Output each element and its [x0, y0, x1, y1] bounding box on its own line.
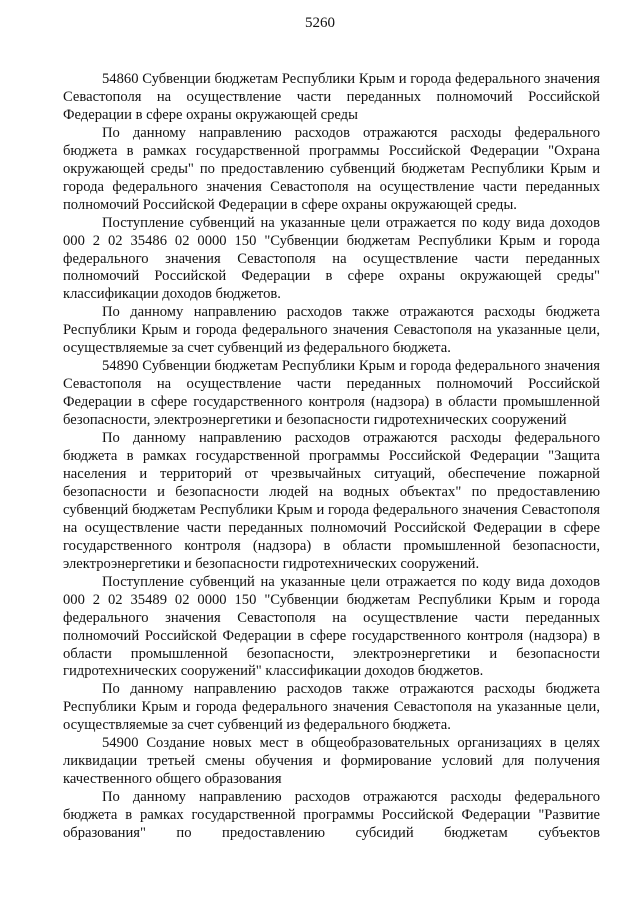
paragraph-54860-income-code: Поступление субвенций на указанные цели отражается по коду вида доходов 000 2 02 35486 02 0000 150 "Субвенции бюджетам Республики Крым и города федерального значения Севастополя на осуществление части переданных полномочий Российской Федерации в сфере охраны окружающей среды" классификации доходов бюджетов.	[63, 214, 600, 303]
paragraph-54860-heading: 54860 Субвенции бюджетам Республики Крым и города федерального значения Севастополя на осуществление части переданных полномочий Российской Федерации в сфере охраны окружающей среды	[63, 71, 600, 123]
paragraph-54890-regional-expenses: По данному направлению расходов также отражаются расходы бюджета Республики Крым и города федерального значения Севастополя на указанные цели, осуществляемые за счет субвенций из федерального бюджета.	[63, 681, 600, 734]
paragraph-54890-heading: 54890 Субвенции бюджетам Республики Крым и города федерального значения Севастополя на осуществление части переданных полномочий Российской Федерации в сфере государственного контроля (надзора) в области промышленной безопасности, электроэнергетики и безопасности гидротехнических сооружений	[63, 358, 600, 429]
paragraph-54890-income-code: Поступление субвенций на указанные цели отражается по коду вида доходов 000 2 02 35489 02 0000 150 "Субвенции бюджетам Республики Крым и города федерального значения Севастополя на осуществление части переданных полномочий Российской Федерации в сфере государственного контроля (надзора) в области промышленной безопасности, электроэнергетики и безопасности гидротехнических сооружений" классификации доходов бюджетов.	[63, 573, 600, 680]
page-number: 5260	[305, 15, 335, 31]
paragraph-54860-description: По данному направлению расходов отражаются расходы федерального бюджета в рамках государственной программы Российской Федерации "Охрана окружающей среды" по предоставлению субвенций бюджетам Республики Крым и города федерального значения Севастополя на осуществление части переданных полномочий Российской Федерации в сфере охраны окружающей среды.	[63, 124, 600, 213]
paragraph-54890-description: По данному направлению расходов отражаются расходы федерального бюджета в рамках государственной программы Российской Федерации "Защита населения и территорий от чрезвычайных ситуаций, обеспечение пожарной безопасности и безопасности людей на водных объектах" по предоставлению субвенций бюджетам Республики Крым и города федерального значения Севастополя на осуществление части переданных полномочий Российской Федерации в сфере государственного контроля (надзора) в области промышленной безопасности, электроэнергетики и безопасности гидротехнических сооружений.	[63, 430, 600, 572]
paragraph-54900-description: По данному направлению расходов отражаются расходы федерального бюджета в рамках государственной программы Российской Федерации "Развитие образования" по предоставлению субсидий бюджетам субъектов	[63, 789, 600, 842]
paragraph-54860-regional-expenses: По данному направлению расходов также отражаются расходы бюджета Республики Крым и города федерального значения Севастополя на указанные цели, осуществляемые за счет субвенций из федерального бюджета.	[63, 304, 600, 357]
document-body	[63, 71, 600, 843]
paragraph-54900-heading: 54900 Создание новых мест в общеобразовательных организациях в целях ликвидации третьей смены обучения и формирование условий для получения качественного общего образования	[63, 735, 600, 788]
